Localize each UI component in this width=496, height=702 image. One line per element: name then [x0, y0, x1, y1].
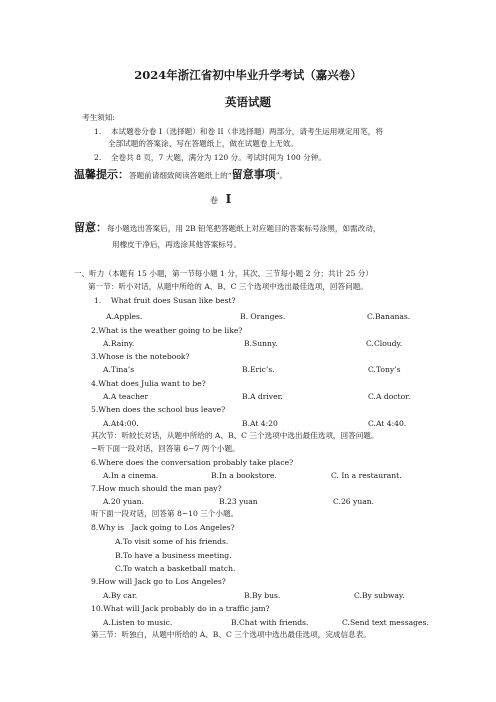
- attention: [74, 219, 380, 235]
- q9-option-a: A.By car.: [103, 591, 138, 600]
- question-2: 2.What is the weather going to be like?: [91, 326, 243, 335]
- attention-line-1: 每小题选出答案后，用 2B 铅笔把答题纸上对应题目的答案标号涂黑，如需改动，: [107, 224, 381, 233]
- q3-option-b: B.Eric’s.: [242, 365, 275, 374]
- q4-option-c: C.A doctor.: [368, 392, 411, 401]
- q3-option-c: C.Tony’s: [368, 365, 401, 374]
- q9-option-b: B.By bus.: [244, 591, 281, 600]
- question-10: 10.What will Jack probably do in a traffic jam?: [91, 604, 270, 613]
- exam-title: 2024年浙江省初中毕业升学考试（嘉兴卷）: [134, 68, 362, 82]
- q10-option-a: A.Listen to music.: [103, 618, 173, 627]
- q2-option-a: A.Rainy.: [103, 339, 135, 348]
- q2-option-c: C.Cloudy.: [366, 339, 403, 348]
- question-7: 7.How much should the man pay?: [91, 484, 222, 493]
- warm-tip: [74, 166, 287, 182]
- notice-item-1-cont: 全部试题的答案涂、写在答题纸上，做在试题卷上无效。: [108, 139, 298, 148]
- question-5: 5.When does the school bus leave?: [91, 405, 226, 414]
- q5-option-a: A.At4:00.: [103, 419, 139, 428]
- q6-option-c: C. In a restaurant.: [331, 471, 402, 480]
- q1-option-c: C.Bananas.: [367, 312, 411, 321]
- listening-heading: 一、听力（本题有 15 小题，第一节每小题 1 分，其次、三节每小题 2 分；共计 25 分）: [74, 269, 373, 278]
- listening-part-2-sub: ~听下面一段对话，回答第 6~7 两个小题。: [91, 444, 240, 453]
- q4-option-b: B.A driver.: [242, 392, 283, 401]
- q7-option-b: B.23 yuan: [219, 497, 258, 506]
- q3-option-a: A.Tina’s: [103, 365, 135, 374]
- q8-option-a: A.To visit some of his friends.: [115, 537, 229, 546]
- notice-heading: 考生须知:: [82, 113, 115, 122]
- section-juan: 卷: [210, 196, 218, 205]
- q2-option-b: B.Sunny.: [244, 339, 278, 348]
- listening-part-3: 第三节：听独白，从题中所给的 A、B、C 三个选项中选出最佳选项，完成信息表。: [91, 630, 371, 639]
- q7-option-c: C.26 yuan.: [333, 497, 375, 506]
- q7-option-a: A.20 yuan.: [103, 497, 144, 506]
- q4-option-a: A.A teacher: [103, 392, 149, 401]
- section-number: I: [225, 192, 232, 206]
- q5-option-b: B.At 4:20: [242, 419, 278, 428]
- warm-tip-label: 温馨提示：: [74, 168, 129, 181]
- q5-option-c: C.At 4:40.: [368, 419, 407, 428]
- notice-item-2: 2. 全卷共 8 页，7 大题，满分为 120 分。考试时间为 100 分钟。: [94, 153, 326, 162]
- attention-label: 留意：: [74, 221, 107, 234]
- q10-option-b: B.Chat with friends.: [231, 618, 309, 627]
- question-3: 3.Whose is the notebook?: [91, 352, 190, 361]
- listening-part-2: 其次节：听较长对话，从题中所给的 A、B、C 三个选项中选出最佳选项，回答问题。: [91, 431, 379, 440]
- question-6: 6.Where does the conversation probably take place?: [91, 458, 294, 467]
- notice-item-1: 1. 本试题卷分卷 I（选择题）和卷 II（非选择题）两部分，请考生运用规定用笔，将: [94, 127, 383, 136]
- q1-option-a: A.Apples.: [106, 312, 143, 321]
- q9-option-c: C.By subway.: [354, 591, 405, 600]
- q6-option-b: B.In a bookstore.: [211, 471, 277, 480]
- exam-subtitle: 英语试题: [225, 95, 271, 109]
- question-1: 1. What fruit does Susan like best?: [94, 296, 236, 305]
- q8-option-b: B.To have a business meeting.: [115, 551, 232, 560]
- attention-line-2: 用橡皮干净后，再选涂其他答案标号。: [112, 240, 242, 249]
- warm-tip-text: 答题前请细致阅读答题纸上的“: [129, 171, 232, 180]
- listening-part-2-sub-2: 听下面一段对话，回答第 8~10 三个小题。: [91, 509, 239, 518]
- question-9: 9.How will Jack go to Los Angeles?: [91, 577, 226, 586]
- question-4: 4.What does Julia want to be?: [91, 379, 206, 388]
- warm-tip-tail: ”。: [275, 171, 288, 180]
- section-label: [210, 192, 231, 206]
- question-8: 8.Why is Jack going to Los Angeles?: [91, 523, 235, 532]
- q8-option-c: C.To watch a basketball match.: [115, 564, 236, 573]
- q6-option-a: A.In a cinema.: [103, 471, 159, 480]
- q1-option-b: B. Oranges.: [240, 312, 286, 321]
- warm-tip-highlight: 留意事项: [231, 168, 276, 181]
- listening-part-1: 第一节：听小对话，从题中所给的 A、B、C 三个选项中选出最佳选项，回答问题。: [88, 282, 368, 291]
- q10-option-c: C.Send text messages.: [342, 618, 429, 627]
